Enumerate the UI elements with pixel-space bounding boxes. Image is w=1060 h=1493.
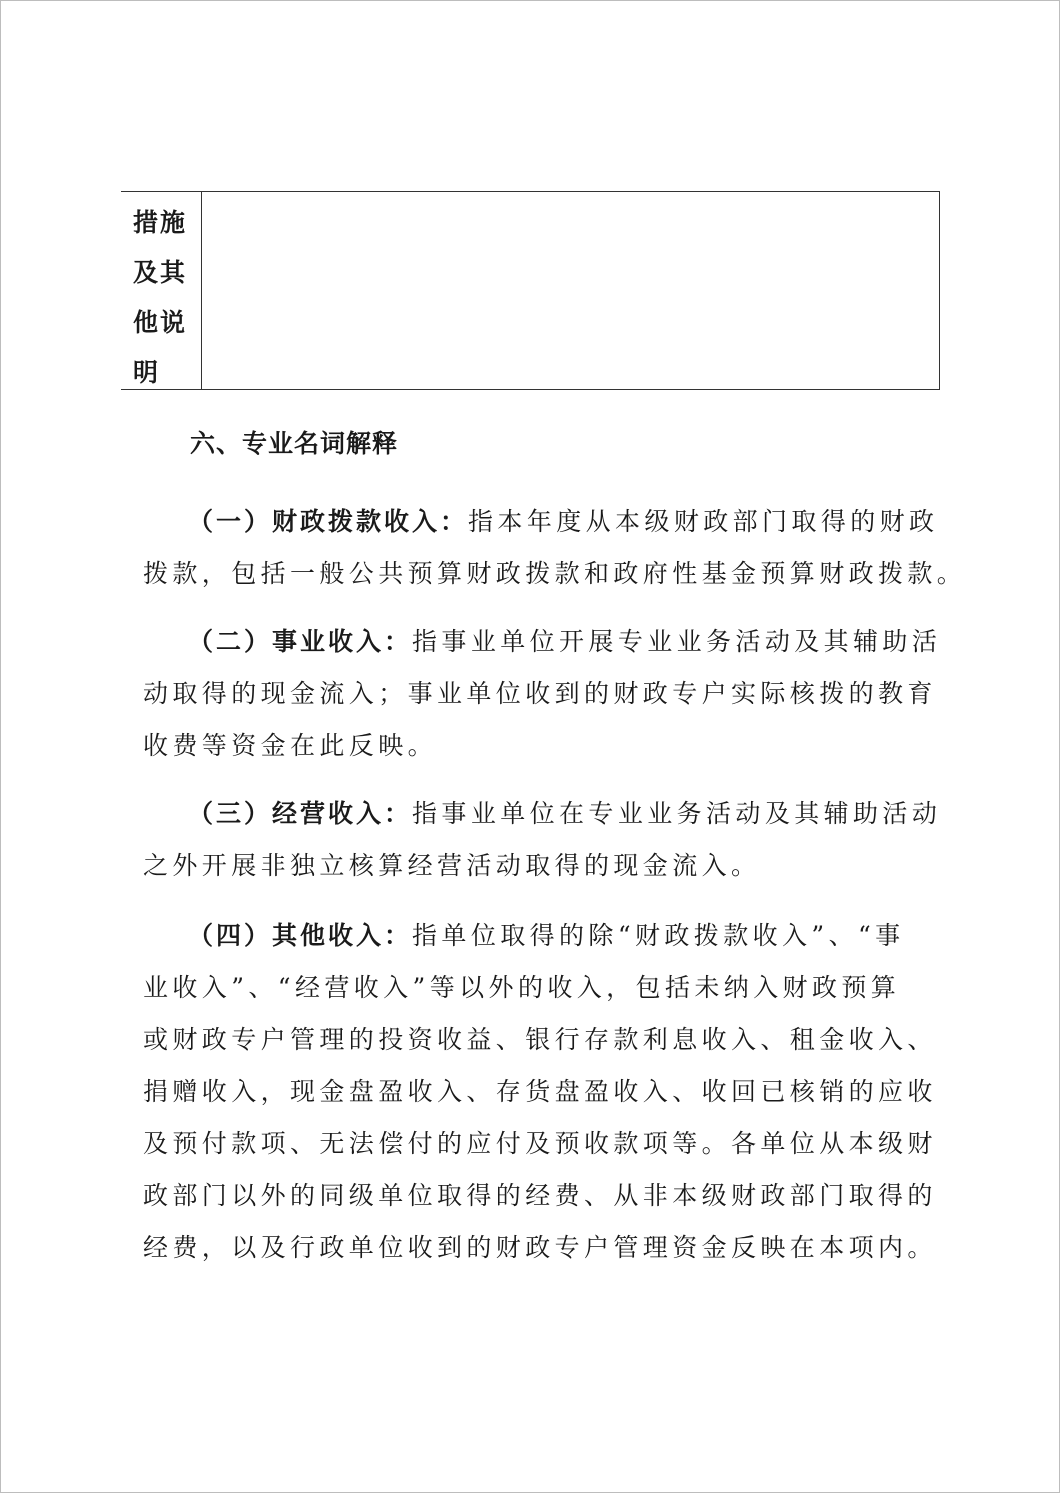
term-label: （一）财政拨款收入：	[188, 507, 469, 536]
paragraph-text: 政部门以外的同级单位取得的经费、从非本级财政部门取得的	[143, 1181, 937, 1210]
paragraph-text: 之外开展非独立核算经营活动取得的现金流入。	[143, 851, 761, 880]
paragraph-text: 指事业单位在专业业务活动及其辅助活动	[412, 799, 942, 828]
paragraph-text: 指本年度从本级财政部门取得的财政	[468, 507, 939, 536]
paragraph-text: 业收入”、“经营收入”等以外的收入，包括未纳入财政预算	[143, 973, 901, 1002]
paragraph-text: 指单位取得的除“财政拨款收入”、“事	[412, 921, 905, 950]
label-line: 及其	[133, 258, 188, 287]
paragraph-text: 或财政专户管理的投资收益、银行存款利息收入、租金收入、	[143, 1025, 937, 1054]
paragraph-text: 拨款，包括一般公共预算财政拨款和政府性基金预算财政拨款。	[143, 559, 967, 588]
term-label: （四）其他收入：	[188, 921, 413, 950]
measures-table	[121, 191, 940, 390]
paragraph-operating-income	[143, 788, 943, 892]
term-label: （二）事业收入：	[188, 627, 413, 656]
paragraph-business-income	[143, 616, 943, 772]
paragraph-text: 动取得的现金流入；事业单位收到的财政专户实际核拨的教育	[143, 679, 937, 708]
table-divider	[201, 192, 202, 389]
label-line: 措施	[133, 208, 188, 237]
term-label: （三）经营收入：	[188, 799, 413, 828]
label-line: 明	[133, 358, 161, 387]
measures-label	[133, 198, 197, 398]
label-line: 他说	[133, 308, 188, 337]
paragraph-fiscal-appropriation	[143, 496, 967, 600]
paragraph-text: 收费等资金在此反映。	[143, 731, 438, 760]
paragraph-text: 经费，以及行政单位收到的财政专户管理资金反映在本项内。	[143, 1233, 937, 1262]
paragraph-text: 及预付款项、无法偿付的应付及预收款项等。各单位从本级财	[143, 1129, 937, 1158]
section-heading: 六、专业名词解释	[190, 429, 399, 458]
paragraph-text: 捐赠收入，现金盘盈收入、存货盘盈收入、收回已核销的应收	[143, 1077, 937, 1106]
paragraph-text: 指事业单位开展专业业务活动及其辅助活	[412, 627, 942, 656]
paragraph-other-income	[143, 910, 943, 1274]
